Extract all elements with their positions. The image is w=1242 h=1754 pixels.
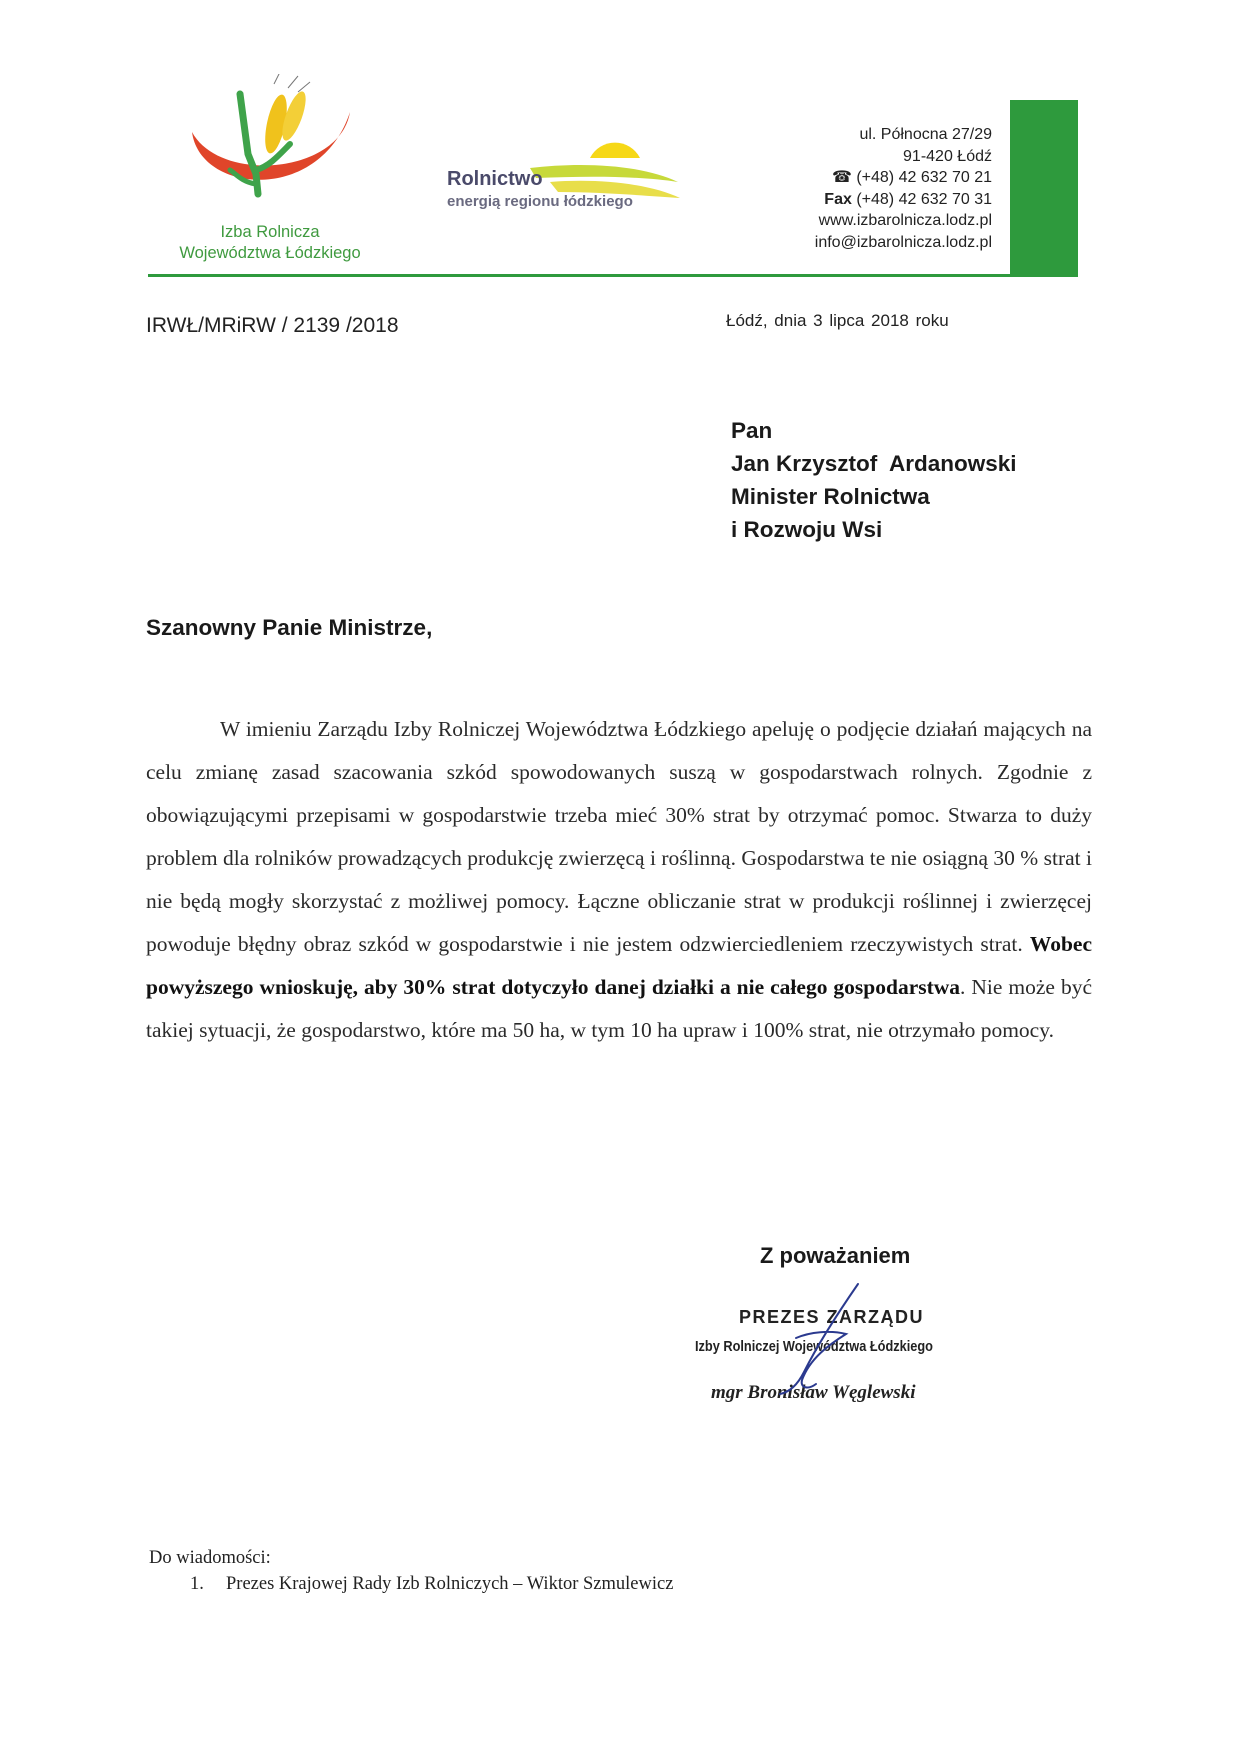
- phone-icon: ☎: [831, 169, 852, 187]
- cc-item-text: Prezes Krajowej Rady Izb Rolniczych – Wiktor Szmulewicz: [226, 1574, 674, 1594]
- body-text-part1: W imieniu Zarządu Izby Rolniczej Województwa Łódzkiego apeluję o podjęcie działań mających na celu zmianę zasad szacowania szkód spowodowanych suszą w gospodarstwach rolnych. Zgodnie z obowiązującymi przepisami w gospodarstwie trzeba mieć 30% strat by otrzymać pomoc. Stwarza to duży problem dla rolników prowadzących produkcję zwierzęcą i roślinną. Gospodarstwa te nie osiągną 30 % strat i nie będą mogły skorzystać z możliwej pomocy. Łączne obliczanie strat w produkcji roślinnej i zwierzęcej powoduje błędny obraz szkód w gospodarstwie i nie jestem odzwierciedleniem rzeczywistych strat.: [146, 717, 1092, 956]
- closing-phrase: Z poważaniem: [760, 1243, 911, 1268]
- recipient-line: Minister Rolnictwa: [731, 484, 930, 509]
- recipient-line: i Rozwoju Wsi: [731, 517, 883, 542]
- campaign-subtitle: energią regionu łódzkiego: [447, 193, 633, 210]
- address-street: ul. Północna 27/29: [859, 126, 992, 143]
- contact-block: [740, 124, 992, 254]
- address-city: 91-420 Łódź: [903, 147, 992, 165]
- cc-item-number: 1.: [190, 1574, 204, 1594]
- handwritten-signature: [750, 1280, 920, 1420]
- chamber-logo: [170, 74, 370, 224]
- recipient-block: [731, 414, 1016, 546]
- letter-body: [146, 708, 1092, 1052]
- phone-number: (+48) 42 632 70 21: [856, 169, 992, 187]
- chamber-name-line2: Województwa Łódzkiego: [179, 244, 361, 262]
- cc-list-item: [190, 1574, 673, 1595]
- stamp-organization: Izby Rolniczej Województwa Łódzkiego: [695, 1339, 933, 1355]
- website-link[interactable]: www.izbarolnicza.lodz.pl: [818, 212, 992, 230]
- reference-number: IRWŁ/MRiRW / 2139 /2018: [146, 314, 399, 337]
- recipient-line: Pan: [731, 418, 773, 443]
- fax-number: (+48) 42 632 70 31: [856, 190, 992, 208]
- fax-line: [740, 189, 992, 211]
- body-text-part2: . Nie może być takiej sytuacji, że gospodarstwo, które ma 50 ha, w tym 10 ha upraw i 100% strat, nie otrzymało pomocy.: [146, 975, 1092, 1042]
- recipient-line: Jan Krzysztof Ardanowski: [731, 451, 1017, 476]
- header-divider: [148, 274, 1078, 277]
- phone-line: [740, 167, 992, 189]
- chamber-name-line1: Izba Rolnicza: [220, 223, 320, 241]
- email-link[interactable]: info@izbarolnicza.lodz.pl: [814, 233, 992, 251]
- campaign-title: Rolnictwo: [447, 168, 543, 190]
- letter-date: Łódź, dnia 3 lipca 2018 roku: [726, 311, 949, 330]
- header-accent-block: [1010, 100, 1078, 276]
- stamp-title: PREZES ZARZĄDU: [739, 1307, 925, 1327]
- chamber-name: [150, 222, 390, 264]
- stamp-name: mgr Bronisław Węglewski: [711, 1382, 916, 1403]
- body-text-bold: Wobec powyższego wnioskuję, aby 30% strat dotyczyło danej działki a nie całego gospodarstwa: [146, 932, 1092, 999]
- fax-label: Fax: [824, 190, 852, 208]
- salutation: Szanowny Panie Ministrze,: [146, 615, 433, 640]
- cc-heading: Do wiadomości:: [149, 1548, 271, 1568]
